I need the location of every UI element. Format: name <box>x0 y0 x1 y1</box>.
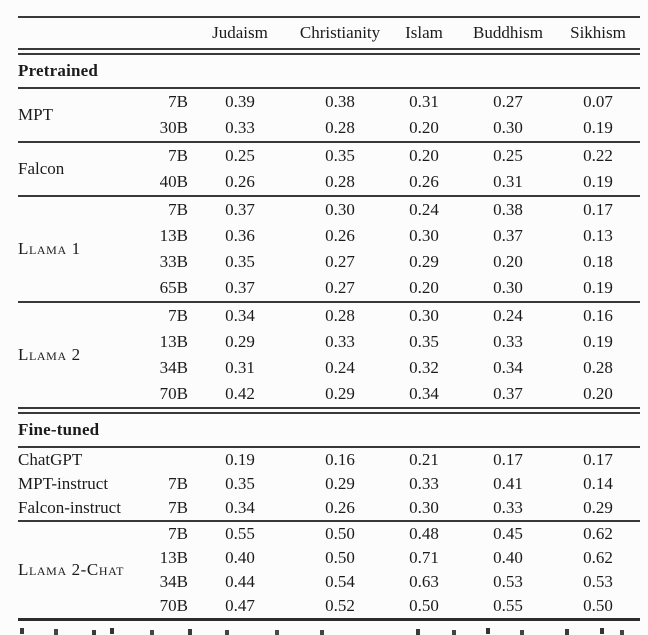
model-group <box>18 448 640 472</box>
value-cell: 0.53 <box>583 572 613 591</box>
value-cell: 0.25 <box>225 146 255 165</box>
section-label: Pretrained <box>18 61 99 80</box>
value-cell: 0.42 <box>225 384 255 403</box>
value-cell: 0.24 <box>409 200 439 219</box>
model-size: 34B <box>159 358 188 377</box>
value-cell: 0.22 <box>583 146 613 165</box>
table-block <box>18 197 640 301</box>
value-cell: 0.31 <box>225 358 255 377</box>
model-size: 70B <box>159 596 188 615</box>
value-cell: 0.30 <box>325 200 355 219</box>
table-block <box>18 448 640 520</box>
model-size: 13B <box>159 226 188 245</box>
model-group <box>18 89 640 141</box>
value-cell: 0.35 <box>325 146 355 165</box>
value-cell: 0.29 <box>583 498 613 517</box>
model-size: 13B <box>159 548 188 567</box>
value-cell: 0.30 <box>409 498 439 517</box>
value-cell: 0.27 <box>325 252 355 271</box>
value-cell: 0.34 <box>225 498 255 517</box>
value-cell: 0.29 <box>225 332 255 351</box>
value-cell: 0.20 <box>493 252 523 271</box>
model-group <box>18 522 640 618</box>
column-header-judaism: Judaism <box>212 23 268 42</box>
value-cell: 0.62 <box>583 548 613 567</box>
model-size: 13B <box>159 332 188 351</box>
model-size: 65B <box>159 278 188 297</box>
value-cell: 0.33 <box>325 332 355 351</box>
table-row <box>18 472 640 496</box>
value-cell: 0.31 <box>493 172 523 191</box>
value-cell: 0.24 <box>493 306 523 325</box>
value-cell: 0.20 <box>409 146 439 165</box>
model-size: 7B <box>168 92 188 111</box>
value-cell: 0.35 <box>409 332 439 351</box>
model-name: Falcon-instruct <box>18 498 121 517</box>
model-name: MPT-instruct <box>18 474 109 493</box>
model-size: 34B <box>159 572 188 591</box>
value-cell: 0.71 <box>409 548 439 567</box>
value-cell: 0.30 <box>493 278 523 297</box>
rule-thick <box>18 618 640 621</box>
value-cell: 0.13 <box>583 226 613 245</box>
value-cell: 0.47 <box>225 596 255 615</box>
section-row <box>18 55 640 87</box>
value-cell: 0.33 <box>225 118 255 137</box>
value-cell: 0.35 <box>225 474 255 493</box>
value-cell: 0.16 <box>325 450 355 469</box>
value-cell: 0.07 <box>583 92 613 111</box>
table-row <box>18 522 640 546</box>
value-cell: 0.55 <box>493 596 523 615</box>
value-cell: 0.19 <box>583 278 613 297</box>
value-cell: 0.41 <box>493 474 523 493</box>
value-cell: 0.34 <box>225 306 255 325</box>
value-cell: 0.35 <box>225 252 255 271</box>
table-row <box>18 89 640 115</box>
value-cell: 0.55 <box>225 524 255 543</box>
value-cell: 0.30 <box>409 306 439 325</box>
value-cell: 0.53 <box>493 572 523 591</box>
section-row <box>18 414 640 446</box>
model-size: 7B <box>168 524 188 543</box>
value-cell: 0.17 <box>583 200 613 219</box>
value-cell: 0.37 <box>225 200 255 219</box>
value-cell: 0.40 <box>225 548 255 567</box>
value-cell: 0.37 <box>493 226 523 245</box>
table-row <box>18 329 640 355</box>
value-cell: 0.29 <box>325 474 355 493</box>
value-cell: 0.17 <box>583 450 613 469</box>
table-row <box>18 275 640 301</box>
value-cell: 0.27 <box>493 92 523 111</box>
column-header-buddhism: Buddhism <box>473 23 543 42</box>
value-cell: 0.24 <box>325 358 355 377</box>
value-cell: 0.26 <box>325 498 355 517</box>
value-cell: 0.50 <box>583 596 613 615</box>
model-size: 7B <box>168 200 188 219</box>
value-cell: 0.40 <box>493 548 523 567</box>
model-name: Llama 1 <box>18 239 81 258</box>
value-cell: 0.30 <box>409 226 439 245</box>
value-cell: 0.50 <box>409 596 439 615</box>
results-table <box>18 16 640 621</box>
value-cell: 0.31 <box>409 92 439 111</box>
section-label: Fine-tuned <box>18 420 100 439</box>
value-cell: 0.26 <box>225 172 255 191</box>
value-cell: 0.50 <box>325 524 355 543</box>
value-cell: 0.19 <box>225 450 255 469</box>
table-row <box>18 448 640 472</box>
value-cell: 0.19 <box>583 118 613 137</box>
value-cell: 0.29 <box>409 252 439 271</box>
model-group <box>18 143 640 195</box>
value-cell: 0.45 <box>493 524 523 543</box>
model-size: 70B <box>159 384 188 403</box>
value-cell: 0.39 <box>225 92 255 111</box>
model-size: 7B <box>168 474 188 493</box>
value-cell: 0.20 <box>583 384 613 403</box>
value-cell: 0.38 <box>493 200 523 219</box>
model-group <box>18 472 640 496</box>
value-cell: 0.37 <box>225 278 255 297</box>
value-cell: 0.26 <box>409 172 439 191</box>
table-row <box>18 381 640 407</box>
value-cell: 0.20 <box>409 278 439 297</box>
value-cell: 0.14 <box>583 474 613 493</box>
column-header-islam: Islam <box>405 23 443 42</box>
value-cell: 0.25 <box>493 146 523 165</box>
value-cell: 0.30 <box>493 118 523 137</box>
value-cell: 0.21 <box>409 450 439 469</box>
table-block <box>18 143 640 195</box>
value-cell: 0.28 <box>325 306 355 325</box>
value-cell: 0.34 <box>493 358 523 377</box>
value-cell: 0.19 <box>583 332 613 351</box>
value-cell: 0.19 <box>583 172 613 191</box>
value-cell: 0.16 <box>583 306 613 325</box>
model-size: 40B <box>159 172 188 191</box>
model-group <box>18 303 640 407</box>
table-row <box>18 594 640 618</box>
table-row <box>18 143 640 169</box>
cropped-caption-fragment <box>20 628 24 634</box>
table-row <box>18 355 640 381</box>
value-cell: 0.27 <box>325 278 355 297</box>
value-cell: 0.33 <box>493 332 523 351</box>
column-header-christianity: Christianity <box>299 23 381 42</box>
model-size: 7B <box>168 146 188 165</box>
value-cell: 0.50 <box>325 548 355 567</box>
model-group <box>18 496 640 520</box>
value-cell: 0.33 <box>409 474 439 493</box>
model-size: 7B <box>168 498 188 517</box>
value-cell: 0.36 <box>225 226 255 245</box>
value-cell: 0.62 <box>583 524 613 543</box>
value-cell: 0.20 <box>409 118 439 137</box>
table-row <box>18 169 640 195</box>
value-cell: 0.26 <box>325 226 355 245</box>
value-cell: 0.54 <box>325 572 355 591</box>
value-cell: 0.32 <box>409 358 439 377</box>
value-cell: 0.38 <box>325 92 355 111</box>
model-size: 7B <box>168 306 188 325</box>
value-cell: 0.17 <box>493 450 523 469</box>
value-cell: 0.37 <box>493 384 523 403</box>
model-size: 33B <box>159 252 188 271</box>
model-name: Llama 2 <box>18 345 81 364</box>
table-row <box>18 197 640 223</box>
table-row <box>18 115 640 141</box>
value-cell: 0.63 <box>409 572 439 591</box>
model-size: 30B <box>159 118 188 137</box>
model-name: ChatGPT <box>18 450 83 469</box>
value-cell: 0.28 <box>325 172 355 191</box>
value-cell: 0.33 <box>493 498 523 517</box>
value-cell: 0.28 <box>583 358 613 377</box>
value-cell: 0.52 <box>325 596 355 615</box>
model-name: Llama 2-Chat <box>18 560 124 579</box>
table-row <box>18 223 640 249</box>
value-cell: 0.28 <box>325 118 355 137</box>
value-cell: 0.44 <box>225 572 255 591</box>
model-name: MPT <box>18 105 53 124</box>
column-header-sikhism: Sikhism <box>570 23 626 42</box>
table-block <box>18 89 640 141</box>
model-group <box>18 197 640 301</box>
rule-double <box>18 48 640 55</box>
table-block <box>18 303 640 407</box>
model-name: Falcon <box>18 159 65 178</box>
header-row <box>18 18 640 48</box>
value-cell: 0.29 <box>325 384 355 403</box>
table-row <box>18 303 640 329</box>
value-cell: 0.18 <box>583 252 613 271</box>
table-block <box>18 522 640 618</box>
table-row <box>18 249 640 275</box>
rule-double <box>18 407 640 414</box>
value-cell: 0.34 <box>409 384 439 403</box>
value-cell: 0.48 <box>409 524 439 543</box>
